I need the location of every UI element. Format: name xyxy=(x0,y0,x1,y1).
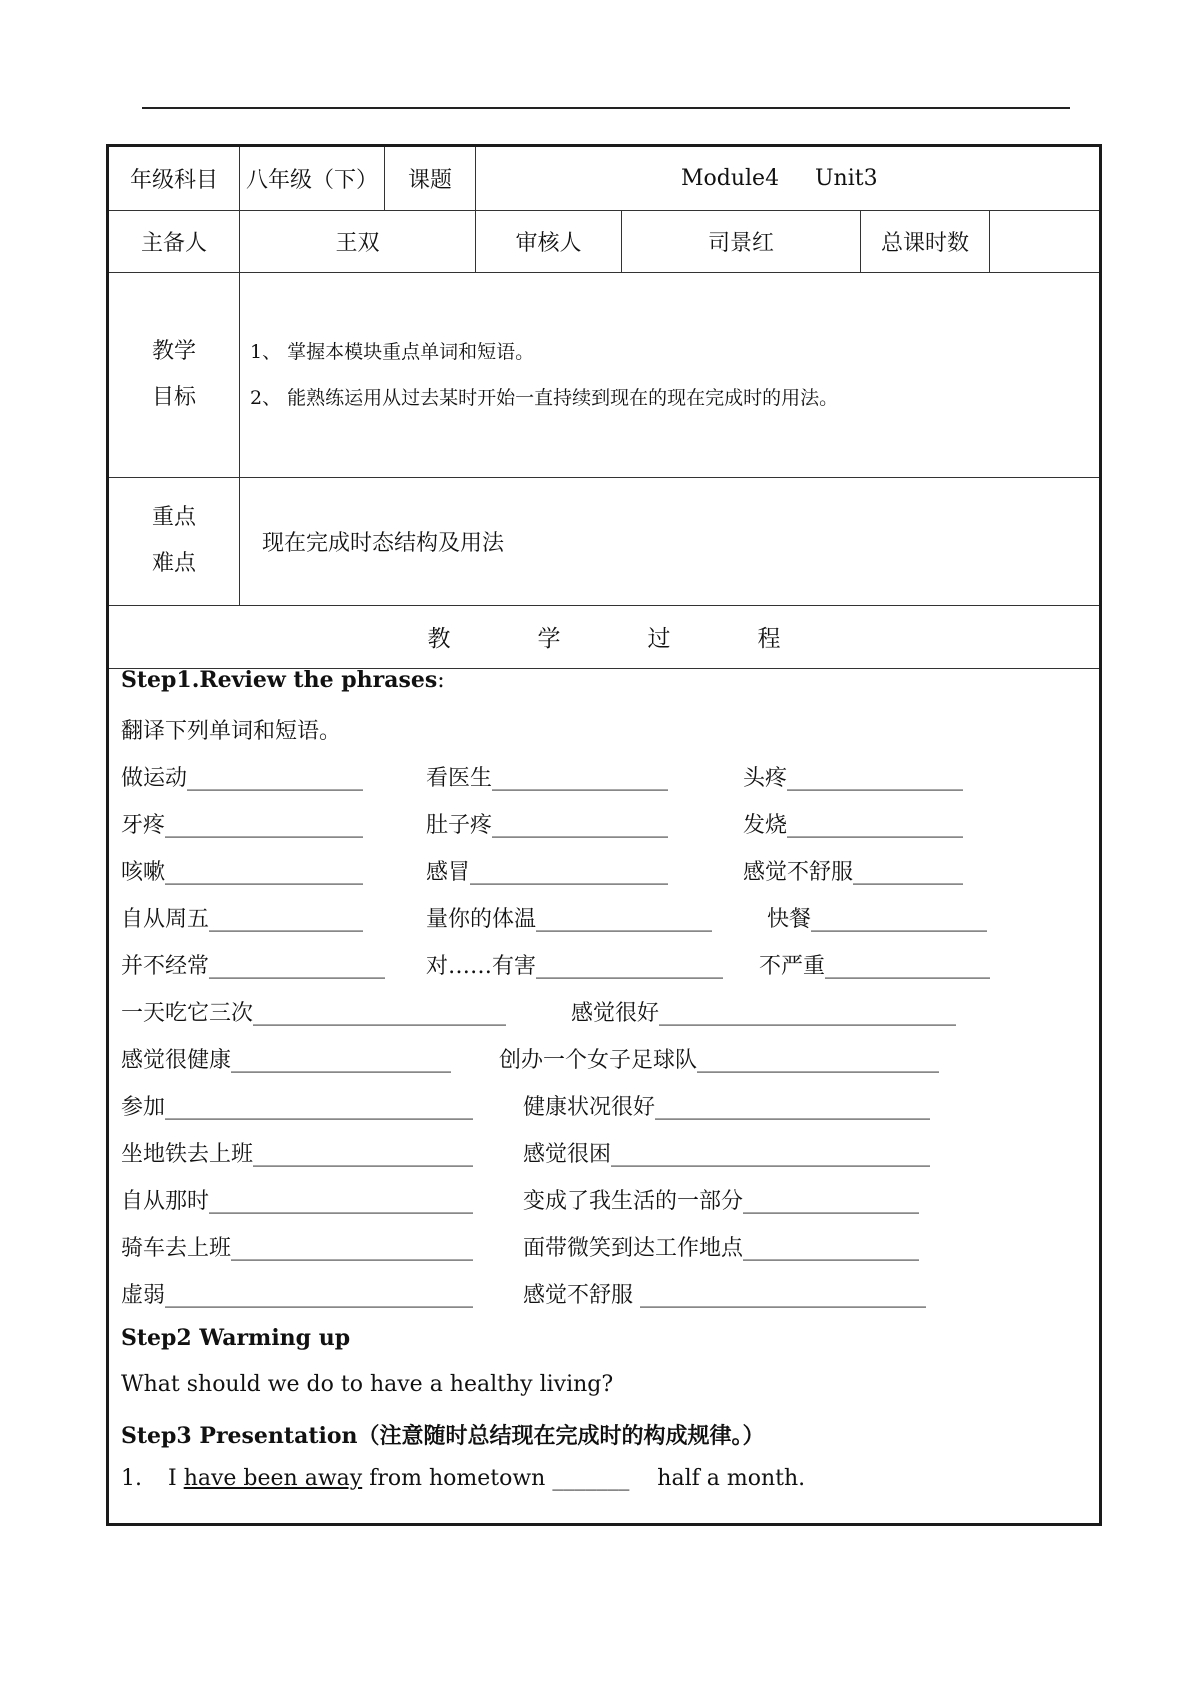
grade-subject-label: 年级科目 xyxy=(129,168,218,193)
phrase-item: 对……有害_________________ xyxy=(426,954,724,979)
col-divider xyxy=(239,272,240,605)
phrase-item: 感觉很困_____________________________ xyxy=(523,1142,931,1167)
phrase-item: 不严重_______________ xyxy=(759,954,991,979)
process-char: 程 xyxy=(757,626,781,652)
phrase-item: 感觉很好___________________________ xyxy=(571,1001,957,1026)
step3-item-after: from hometown _______ half a month. xyxy=(362,1466,806,1491)
preparer-value: 王双 xyxy=(335,230,380,256)
phrase-item: 肚子疼________________ xyxy=(426,813,669,838)
phrase-row xyxy=(121,902,1081,949)
step3-item-before: I xyxy=(168,1466,184,1491)
reviewer-value: 司景红 xyxy=(707,230,774,256)
phrase-item: 感觉不舒服 __________________________ xyxy=(523,1283,926,1308)
process-char: 过 xyxy=(647,626,671,652)
key-points-label-line1: 重点 xyxy=(151,505,196,530)
topic-label: 课题 xyxy=(407,168,452,193)
phrase-row xyxy=(121,1090,1081,1137)
phrase-item: 做运动________________ xyxy=(121,766,364,791)
phrase-item: 健康状况很好_________________________ xyxy=(523,1095,931,1120)
header-rule xyxy=(142,107,1070,109)
step1-title-suffix: : xyxy=(437,668,445,693)
key-points-label-line2: 难点 xyxy=(151,551,196,576)
phrase-item: 并不经常________________ xyxy=(121,954,386,979)
preparer-label: 主备人 xyxy=(140,230,207,256)
goals-label xyxy=(109,272,239,477)
phrase-item: 感觉很健康____________________ xyxy=(121,1048,452,1073)
goal-item: 1、 掌握本模块重点单词和短语。 xyxy=(250,340,535,363)
phrase-item: 自从周五______________ xyxy=(121,907,364,932)
total-hours-label: 总课时数 xyxy=(880,230,969,256)
phrase-item: 创办一个女子足球队______________________ xyxy=(499,1048,940,1073)
step1-title-text: Step1.Review the phrases xyxy=(121,667,438,693)
step2-question: What should we do to have a healthy living? xyxy=(121,1372,614,1397)
phrase-item: 参加____________________________ xyxy=(121,1095,474,1120)
goals-label-line1: 教学 xyxy=(151,338,196,364)
phrase-row xyxy=(121,1137,1081,1184)
phrase-item: 看医生________________ xyxy=(426,766,669,791)
key-points-value: 现在完成时态结构及用法 xyxy=(262,530,505,556)
phrase-item: 变成了我生活的一部分________________ xyxy=(523,1189,920,1214)
total-hours-value xyxy=(990,210,1096,272)
phrase-item: 感冒__________________ xyxy=(426,860,669,885)
step2-title: Step2 Warming up xyxy=(121,1325,351,1351)
step3-title-note: （注意随时总结现在完成时的构成规律。） xyxy=(357,1423,765,1449)
phrase-item: 感觉不舒服__________ xyxy=(743,860,964,885)
phrase-row xyxy=(121,761,1081,808)
step3-title xyxy=(121,1419,765,1466)
process-char: 学 xyxy=(537,626,561,652)
goals-label-line2: 目标 xyxy=(151,384,196,410)
phrase-row xyxy=(121,1184,1081,1231)
topic-value xyxy=(476,147,1096,210)
step3-title-text: Step3 Presentation xyxy=(121,1423,358,1449)
phrase-item: 量你的体温________________ xyxy=(426,907,713,932)
grade-subject-value: 八年级（下） xyxy=(245,168,378,193)
phrase-item: 快餐________________ xyxy=(767,907,988,932)
phrase-row xyxy=(121,996,1081,1043)
process-char: 教 xyxy=(427,626,451,652)
topic-unit: Unit3 xyxy=(815,166,878,191)
phrase-item: 虚弱____________________________ xyxy=(121,1283,474,1308)
lesson-plan-table xyxy=(106,144,1102,1526)
phrase-item: 一天吃它三次_______________________ xyxy=(121,1001,507,1026)
phrase-item: 面带微笑到达工作地点________________ xyxy=(523,1236,920,1261)
goals-list xyxy=(250,272,1090,477)
step3-item-underlined: have been away xyxy=(183,1466,363,1491)
phrase-item: 发烧________________ xyxy=(743,813,964,838)
topic-module: Module4 xyxy=(681,166,780,191)
phrase-item: 坐地铁去上班____________________ xyxy=(121,1142,474,1167)
phrase-row xyxy=(121,808,1081,855)
phrase-row xyxy=(121,855,1081,902)
goal-item: 2、 能熟练运用从过去某时开始一直持续到现在的现在完成时的用法。 xyxy=(250,386,839,409)
phrase-row xyxy=(121,949,1081,996)
phrase-item: 骑车去上班______________________ xyxy=(121,1236,474,1261)
phrase-item: 咳嗽__________________ xyxy=(121,860,364,885)
reviewer-label: 审核人 xyxy=(515,230,582,256)
step3-item xyxy=(121,1466,805,1513)
process-heading xyxy=(109,605,1099,668)
step1-title xyxy=(121,667,445,714)
key-points-label xyxy=(109,477,239,605)
phrase-item: 头疼________________ xyxy=(743,766,964,791)
phrase-row xyxy=(121,1278,1081,1325)
step1-instruction: 翻译下列单词和短语。 xyxy=(121,719,342,744)
phrase-item: 牙疼__________________ xyxy=(121,813,364,838)
phrase-row xyxy=(121,1231,1081,1278)
step3-item-number: 1. xyxy=(121,1466,142,1491)
phrase-item: 自从那时________________________ xyxy=(121,1189,474,1214)
phrase-row xyxy=(121,1043,1081,1090)
